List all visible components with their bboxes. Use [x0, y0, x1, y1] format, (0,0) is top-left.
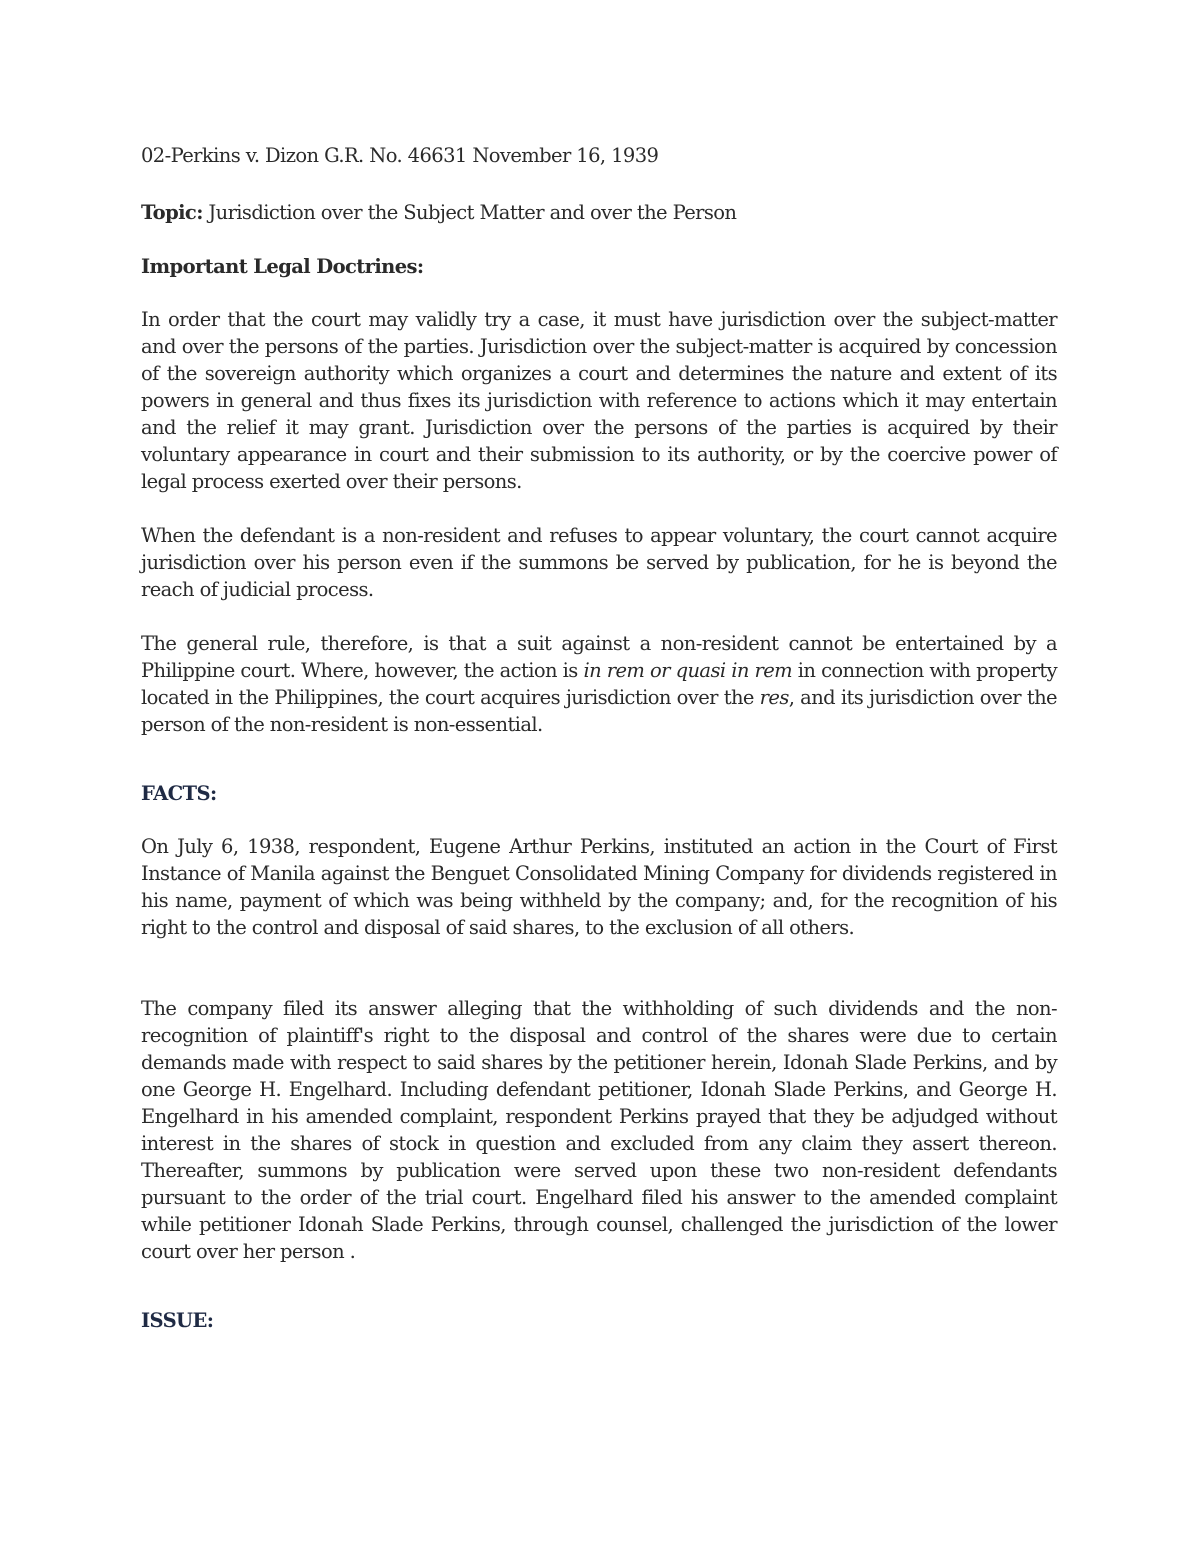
issue-heading: ISSUE:	[141, 1309, 214, 1332]
doctrine-paragraph-1: In order that the court may validly try a case, it must have jurisdiction over the subject-matter and over the persons of the parties. Jurisdiction over the subject-matter is acquired by concession of the sovereign authority which organizes a court and determines the nature and extent of its powers in general and thus fixes its jurisdiction with reference to actions which it may entertain and the relief it may grant. Jurisdiction over the persons of the parties is acquired by their voluntary appearance in court and their submission to its authority, or by the coercive power of legal process exerted over their persons.	[141, 308, 1057, 493]
doctrine-paragraph-3	[141, 630, 1057, 738]
in-rem-phrase: in rem or quasi in rem	[583, 659, 793, 682]
doctrine-paragraph-2: When the defendant is a non-resident and refuses to appear voluntary, the court cannot acquire jurisdiction over his person even if the summons be served by publication, for he is beyond the reach of judicial process.	[141, 524, 1057, 601]
facts-heading: FACTS:	[141, 782, 217, 805]
topic-text: Jurisdiction over the Subject Matter and over the Person	[202, 201, 737, 224]
doctrines-heading: Important Legal Doctrines:	[141, 255, 424, 278]
facts-paragraph-1: On July 6, 1938, respondent, Eugene Arthur Perkins, instituted an action in the Court of First Instance of Manila against the Benguet Consolidated Mining Company for dividends registered in his name, payment of which was being withheld by the company; and, for the recognition of his right to the control and disposal of said shares, to the exclusion of all others.	[141, 835, 1057, 939]
doctrine-paragraph-3-part-2: in connection with property located in the Philippines, the court acquires jurisdiction over the	[141, 659, 1058, 709]
document-page	[141, 140, 1057, 1360]
facts-paragraph-2: The company filed its answer alleging that the withholding of such dividends and the non- recognition of plaintiff's right to the disposal and control of the shares were due to certain demands made with respect to said shares by the petitioner herein, Idonah Slade Perkins, and by one George H. Engelhard. Including defendant petitioner, Idonah Slade Perkins, and George H. Engelhard in his amended complaint, respondent Perkins prayed that they be adjudged without interest in the shares of stock in question and excluded from any claim they assert thereon. Thereafter, summons by publication were served upon these two non-resident defendants pursuant to the order of the trial court. Engelhard filed his answer to the amended complaint while petitioner Idonah Slade Perkins, through counsel, challenged the jurisdiction of the lower court over her person .	[141, 997, 1057, 1263]
doctrine-paragraph-3-part-3: , and its jurisdiction over the person of the non-resident is non-essential.	[141, 686, 1057, 736]
doctrine-paragraph-3-part-1: The general rule, therefore, is that a suit against a non-resident cannot be entertained by a Philippine court. Where, however, the action is	[141, 632, 1057, 682]
topic-label: Topic:	[141, 201, 203, 224]
topic-line	[141, 199, 1057, 226]
res-term: res	[759, 686, 789, 709]
case-title: 02-Perkins v. Dizon G.R. No. 46631 November 16, 1939	[141, 144, 659, 167]
